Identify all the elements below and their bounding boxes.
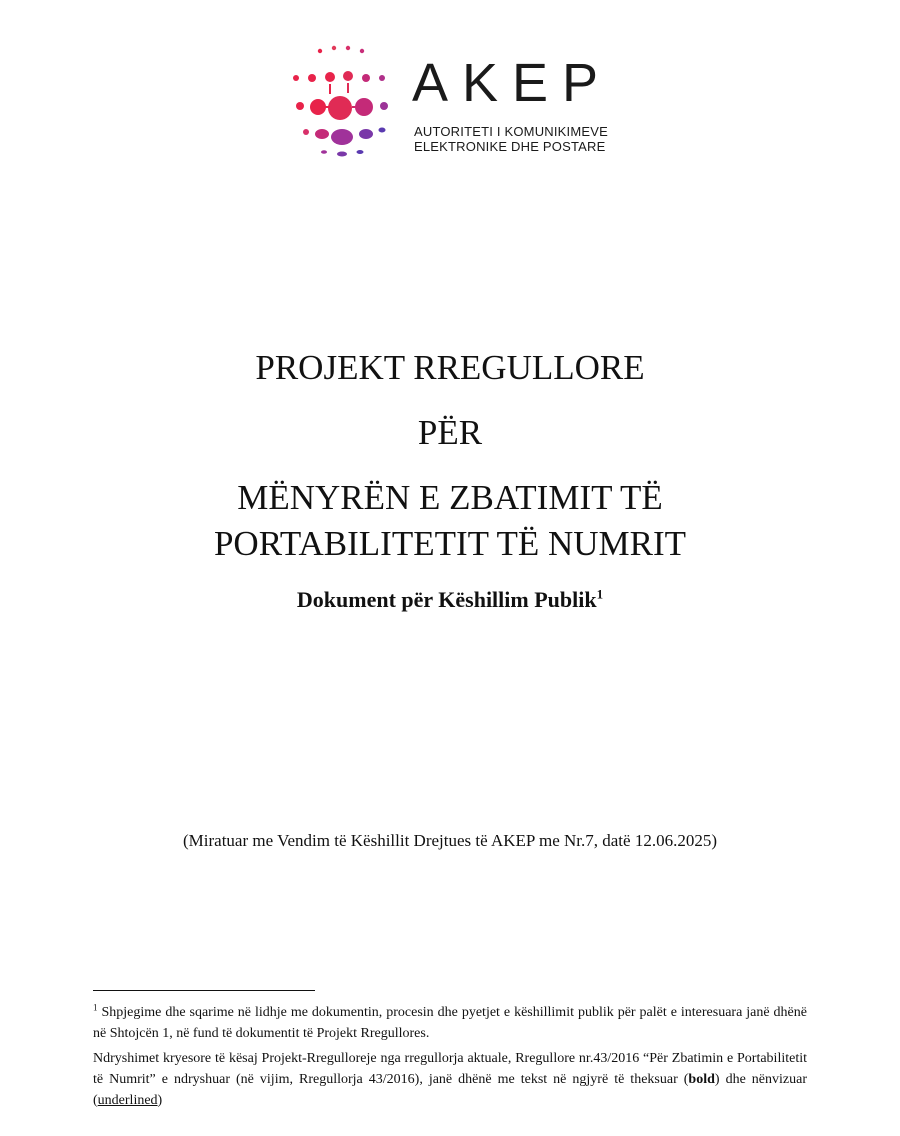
footnote-2-part2: ) dhe nënvizuar (: [93, 1072, 807, 1108]
footnote-2-underlined: underlined: [97, 1093, 158, 1108]
footnote-2-part3: ): [157, 1093, 163, 1108]
footnote-2: [93, 1048, 807, 1111]
document-subtitle: [0, 586, 900, 614]
logo-subtitle-line1: AUTORITETI I KOMUNIKIMEVE: [414, 124, 609, 139]
title-line-1: PROJEKT RREGULLORE: [255, 348, 645, 387]
akep-wordmark: AKEP: [412, 53, 613, 113]
akep-logo-mark-icon: [284, 40, 404, 160]
footnote-1-text: Shpjegime dhe sqarime në lidhje me dokumentin, procesin dhe pyetjet e këshillimit publik për palët e interesuara janë dhënë në Shtojcën 1, në fund të dokumentit të Projekt Rregullores.: [93, 1005, 807, 1041]
footnote-divider: [93, 990, 315, 991]
logo-subtitle-line2: ELEKTRONIKE DHE POSTARE: [414, 139, 606, 154]
footnote-2-part1: Ndryshimet kryesore të kësaj Projekt-Rregulloreje nga rregullorja aktuale, Rregullore nr.43/2016 “Për Zbatimin e Portabilitetit të Numrit” e ndryshuar (në vijim, Rregullorja 43/2016), janë dhënë me tekst në ngjyrë të theksuar (: [93, 1051, 807, 1087]
approval-note: (Miratuar me Vendim të Këshillit Drejtues të AKEP me Nr.7, datë 12.06.2025): [183, 831, 717, 850]
title-line-2: PËR: [417, 413, 483, 452]
footnote-1-marker: 1: [93, 1002, 98, 1013]
footnote-2-bold: bold: [688, 1072, 715, 1087]
title-line-3: MËNYRËN E ZBATIMIT TË: [237, 478, 663, 517]
akep-logo: [284, 40, 624, 160]
akep-logo-subtitle: [414, 124, 608, 154]
title-line-4: PORTABILITETIT TË NUMRIT: [213, 524, 687, 563]
subtitle-text: Dokument për Këshillim Publik: [296, 587, 597, 612]
footnote-ref-1[interactable]: 1: [596, 586, 604, 602]
footnote-1: [93, 1002, 807, 1044]
